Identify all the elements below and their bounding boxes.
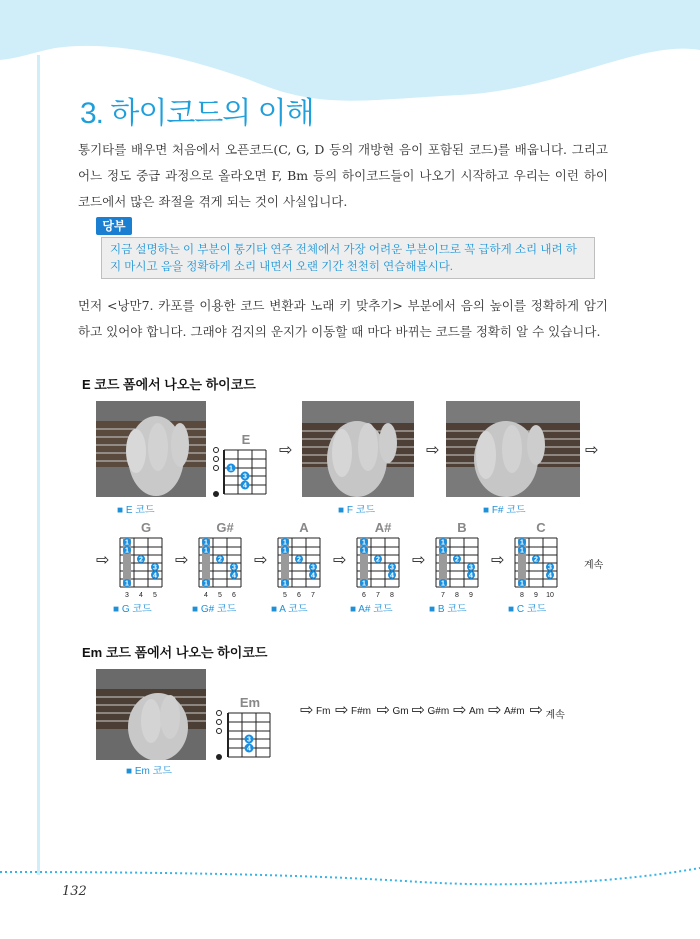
arrow-right-icon: ⇨ <box>300 702 314 719</box>
svg-text:1: 1 <box>204 580 208 588</box>
arrow-right-icon: ⇨ <box>411 702 425 719</box>
svg-text:3: 3 <box>243 473 247 481</box>
tip-box: 지금 설명하는 이 부분이 통기타 연주 전체에서 가장 어려운 부분이므로 꼭 급하게 소리 내려 하지 마시고 음을 정확하게 소리 내면서 오랜 기간 천천히 연습해봅시다. <box>101 237 595 279</box>
arrow-right-icon: ⇨ <box>488 702 502 719</box>
svg-text:3: 3 <box>232 564 236 572</box>
svg-text:3: 3 <box>311 564 315 572</box>
svg-text:3: 3 <box>153 564 157 572</box>
svg-text:2: 2 <box>534 556 538 564</box>
fret-number: 6 <box>232 592 236 599</box>
photo-e-chord <box>96 401 206 497</box>
caption-chord: ■ B 코드 <box>429 604 467 615</box>
svg-text:1: 1 <box>520 547 524 555</box>
fret-number: 6 <box>297 592 301 599</box>
fret-number: 10 <box>546 592 554 599</box>
svg-text:2: 2 <box>139 556 143 564</box>
progression-chord: Am <box>469 706 484 717</box>
caption-chord: ■ C 코드 <box>508 604 547 615</box>
chord-name: C <box>536 520 546 535</box>
arrow-right-icon: ⇨ <box>453 702 467 719</box>
fret-number: 5 <box>218 592 222 599</box>
svg-text:4: 4 <box>243 482 247 490</box>
progression-chord: A#m <box>504 706 525 717</box>
arrow-right-icon: ⇨ <box>96 552 110 569</box>
svg-text:1: 1 <box>283 539 287 547</box>
chord-diagram-gsharp <box>193 520 253 600</box>
chord-diagram-g <box>114 520 174 600</box>
photo-fsharp-chord <box>446 401 580 497</box>
fret-number: 7 <box>311 592 315 599</box>
fret-number: 8 <box>520 592 524 599</box>
arrow-right-icon: ⇨ <box>491 552 505 569</box>
caption-em-chord: ■ Em 코드 <box>126 766 172 777</box>
svg-text:1: 1 <box>204 547 208 555</box>
svg-text:1: 1 <box>283 580 287 588</box>
continue-label: 계속 <box>584 560 604 571</box>
svg-text:3: 3 <box>469 564 473 572</box>
svg-text:1: 1 <box>362 580 366 588</box>
fret-number: 9 <box>534 592 538 599</box>
fret-number: 9 <box>469 592 473 599</box>
progression-chord: G#m <box>427 706 450 717</box>
svg-text:1: 1 <box>520 580 524 588</box>
svg-text:2: 2 <box>218 556 222 564</box>
svg-text:4: 4 <box>548 572 552 580</box>
chord-name: B <box>457 520 467 535</box>
svg-text:1: 1 <box>229 465 233 473</box>
fret-number: 6 <box>362 592 366 599</box>
chord-diagram-b <box>430 520 490 600</box>
arrow-right-icon: ⇨ <box>412 552 426 569</box>
svg-text:4: 4 <box>153 572 157 580</box>
chord-name: G# <box>216 520 234 535</box>
chord-name: A# <box>374 520 392 535</box>
arrow-right-icon: ⇨ <box>376 702 390 719</box>
svg-text:1: 1 <box>441 580 445 588</box>
chord-diagram-c <box>509 520 569 600</box>
svg-text:1: 1 <box>441 547 445 555</box>
progression-chord: Gm <box>392 706 409 717</box>
svg-text:4: 4 <box>469 572 473 580</box>
svg-text:2: 2 <box>455 556 459 564</box>
fret-number: 4 <box>204 592 208 599</box>
caption-chord: ■ A 코드 <box>271 604 308 615</box>
svg-text:1: 1 <box>125 547 129 555</box>
caption-chord: ■ A# 코드 <box>350 604 393 615</box>
svg-text:1: 1 <box>520 539 524 547</box>
svg-text:1: 1 <box>125 539 129 547</box>
caption-chord: ■ G# 코드 <box>192 604 237 615</box>
fret-number: 4 <box>139 592 143 599</box>
arrow-right-icon: ⇨ <box>529 702 543 719</box>
footer-dotted-line <box>0 862 700 892</box>
svg-text:1: 1 <box>362 539 366 547</box>
caption-fsharp-chord: ■ F# 코드 <box>483 505 526 516</box>
arrow-right-icon: ⇨ <box>333 552 347 569</box>
arrow-right-icon: ⇨ <box>426 442 440 459</box>
arrow-right-icon: ⇨ <box>279 442 293 459</box>
fret-number: 7 <box>441 592 445 599</box>
svg-text:4: 4 <box>247 745 251 753</box>
capo-paragraph: 먼저 <낭만7. 카포를 이용한 코드 변환과 노래 키 맞추기> 부분에서 음의 높이를 정확하게 암기하고 있어야 합니다. 그래야 검지의 운지가 이동할 때 마다 바뀌는 코드를 정확히 알 수 있습니다. <box>78 298 608 339</box>
svg-text:3: 3 <box>548 564 552 572</box>
fret-number: 7 <box>376 592 380 599</box>
fret-number: 5 <box>153 592 157 599</box>
chord-diagram-asharp <box>351 520 411 600</box>
caption-chord: ■ G 코드 <box>113 604 152 615</box>
svg-text:1: 1 <box>204 539 208 547</box>
svg-text:1: 1 <box>125 580 129 588</box>
chord-name: G <box>140 520 152 535</box>
caption-f-chord: ■ F 코드 <box>338 505 376 516</box>
page-number: 132 <box>62 884 87 899</box>
fret-number: 8 <box>390 592 394 599</box>
arrow-right-icon: ⇨ <box>585 442 599 459</box>
caption-e-chord: ■ E 코드 <box>117 505 155 516</box>
photo-em-chord <box>96 669 206 760</box>
chord-diagram-e <box>210 430 270 500</box>
svg-text:1: 1 <box>362 547 366 555</box>
photo-f-chord <box>302 401 414 497</box>
svg-text:2: 2 <box>376 556 380 564</box>
svg-text:2: 2 <box>297 556 301 564</box>
section-heading-e-form: E 코드 폼에서 나오는 하이코드 <box>82 377 256 392</box>
progression-chord: 계속 <box>545 710 565 721</box>
chord-name-em: Em <box>239 695 261 710</box>
svg-text:1: 1 <box>441 539 445 547</box>
fret-number: 3 <box>125 592 129 599</box>
section-heading-em-form: Em 코드 폼에서 나오는 하이코드 <box>82 645 268 660</box>
arrow-right-icon: ⇨ <box>254 552 268 569</box>
progression-chord: Fm <box>316 706 331 717</box>
svg-text:3: 3 <box>390 564 394 572</box>
intro-paragraph: 통기타를 배우면 처음에서 오픈코드(C, G, D 등의 개방현 음이 포함된 코드)를 배웁니다. 그리고 어느 정도 중급 과정으로 올라오면 F, Bm 등의 하이코드들이 나오기 시작하고 우리는 이런 하이코드에서 많은 좌절을 겪게 되는 것이 사실입니다. <box>78 142 608 209</box>
svg-text:3: 3 <box>247 736 251 744</box>
chord-diagram-em <box>212 695 274 767</box>
fret-number: 8 <box>455 592 459 599</box>
tip-badge: 당부 <box>96 217 132 235</box>
fret-number: 5 <box>283 592 287 599</box>
svg-text:1: 1 <box>283 547 287 555</box>
page-title: 3. 하이코드의 이해 <box>80 97 314 130</box>
chord-name-e: E <box>241 432 251 447</box>
svg-text:4: 4 <box>232 572 236 580</box>
progression-chord: F#m <box>351 706 371 717</box>
chord-name: A <box>299 520 309 535</box>
arrow-right-icon: ⇨ <box>175 552 189 569</box>
svg-text:4: 4 <box>390 572 394 580</box>
svg-text:4: 4 <box>311 572 315 580</box>
chord-diagram-a <box>272 520 332 600</box>
left-margin-line <box>37 55 40 875</box>
arrow-right-icon: ⇨ <box>335 702 349 719</box>
